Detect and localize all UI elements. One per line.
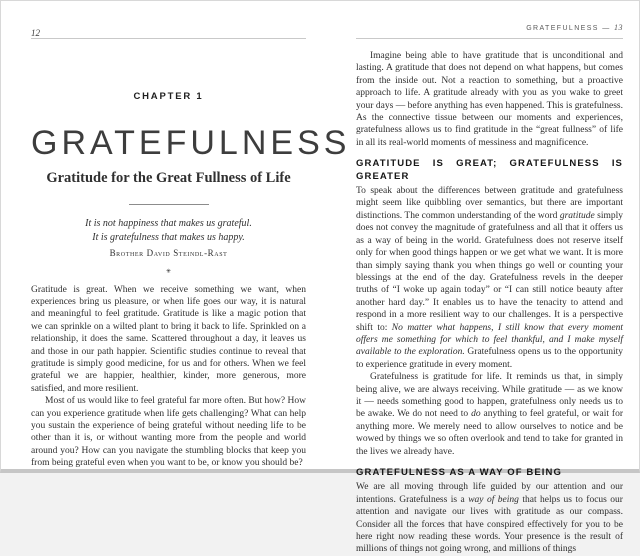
running-head: [356, 23, 623, 32]
right-body-text: [356, 50, 623, 556]
page-left: [1, 1, 351, 469]
asterisk-ornament: ✳: [165, 268, 172, 275]
epigraph-line-1: It is not happiness that makes us grateful.: [85, 218, 252, 229]
body-paragraph: Gratefulness is gratitude for life. It reminds us that, in simply being alive, we are always receiving. While gratitude — as we know it — needs something good to happen, gratefulness only needs us to be awake. We do not need to do anything to feel grateful, or wait for anything more. We merely need to allow ourselves to notice and be wowed by things we so often overlook and tend to take for granted in the lives we already have.: [356, 372, 623, 457]
epigraph-attribution: Brother David Steindl-Rast: [109, 248, 228, 258]
running-head-title: GRATEFULNESS: [526, 25, 599, 32]
epigraph: [31, 217, 306, 261]
epigraph-divider-rule: [129, 204, 209, 205]
chapter-subtitle: Gratitude for the Great Fullness of Life: [46, 170, 291, 186]
page-number-left: 12: [31, 28, 40, 38]
page-right-header: [356, 23, 623, 36]
section-heading: GRATEFULNESS AS A WAY OF BEING: [356, 467, 562, 478]
page-number-right: 13: [614, 23, 623, 32]
epigraph-line-2: It is gratefulness that makes us happy.: [92, 231, 245, 243]
chapter-label: CHAPTER 1: [133, 91, 204, 102]
page-left-header: [31, 23, 306, 36]
chapter-title: GRATEFULNESS: [31, 124, 351, 162]
header-rule-left: [31, 38, 306, 39]
section-heading: GRATITUDE IS GREAT; GRATEFULNESS IS GREATER: [356, 158, 623, 182]
body-paragraph: We are all moving through life guided by our attention and our intentions. Gratefulness is a way of being that helps us to focus our attention and navigate our lives with gratitude as our compass. Consider all the forces that have conspired effectively for you to be here right now reading these words. Your presence is the result of millions of things not going wrong, and millions of things: [356, 482, 623, 555]
left-body-text: [31, 284, 306, 470]
body-paragraph: Imagine being able to have gratitude that is unconditional and lasting. A gratitude that does not depend on what happens, but comes from the inside out. Not a reaction to something, but a proactive approach to life. A gratitude already with you as you wake to greet your days — before anything has even happened. This is gratefulness. As the connective tissue between our moments and experiences, gratefulness allows us to find gratitude in the “great fullness” of life in all its real-world moments of messiness and magnificence.: [356, 51, 623, 148]
running-head-separator: —: [602, 25, 611, 32]
header-rule-right: [356, 38, 623, 39]
body-paragraph: To speak about the differences between gratitude and gratefulness might seem like quibbling over semantics, but there are important distinctions. The common understanding of the word gratitude simply does not convey the magnitude of gratefulness and all that it offers us as a way of being in the world. Gratefulness does not reserve itself only for when good things happen or we get what we want. It is more than simply saying thank you when things go well or counting your blessings at the end of the day. Gratefulness revels in the deeper truths of “I woke up again today” or “I can still notice beauty after another hard day.” It enables us to have the tenacity to attend and respond in a more resilient way to our challenges. It is a perspective shift to: No matter what happens, I still know that every moment offers me something for which to feel thankful, and I make myself available to the exploration. Gratefulness opens us to the opportunity to experience gratitude in every moment.: [356, 186, 624, 370]
page-right: [320, 1, 639, 555]
body-paragraph: Most of us would like to feel grateful far more often. But how? How can you experience gratitude when life gets challenging? What can help you sustain the experience of being grateful without needing life to be other than it is, or without wanting more from the people and world around you? How can you navigate the stumbling blocks that keep you from being grateful even when you want to be, or know you should be?: [31, 396, 306, 469]
body-paragraph: Gratitude is great. When we receive something we want, when experiences bring us pleasure, or when life goes our way, it is natural and meaningful to feel gratitude. Gratitude is like a magic potion that we can sprinkle on a wilted plant to bring it back to life. Sprinkled on a relationship, it does the same. Scattered throughout a day, it leaves us and those in our path happier. Scientific studies continue to reveal that gratitude is simply good medicine, for us and for others. When we feel grateful we are happier, healthier, kinder, more generous, more satisfied, and more resilient.: [31, 284, 306, 394]
